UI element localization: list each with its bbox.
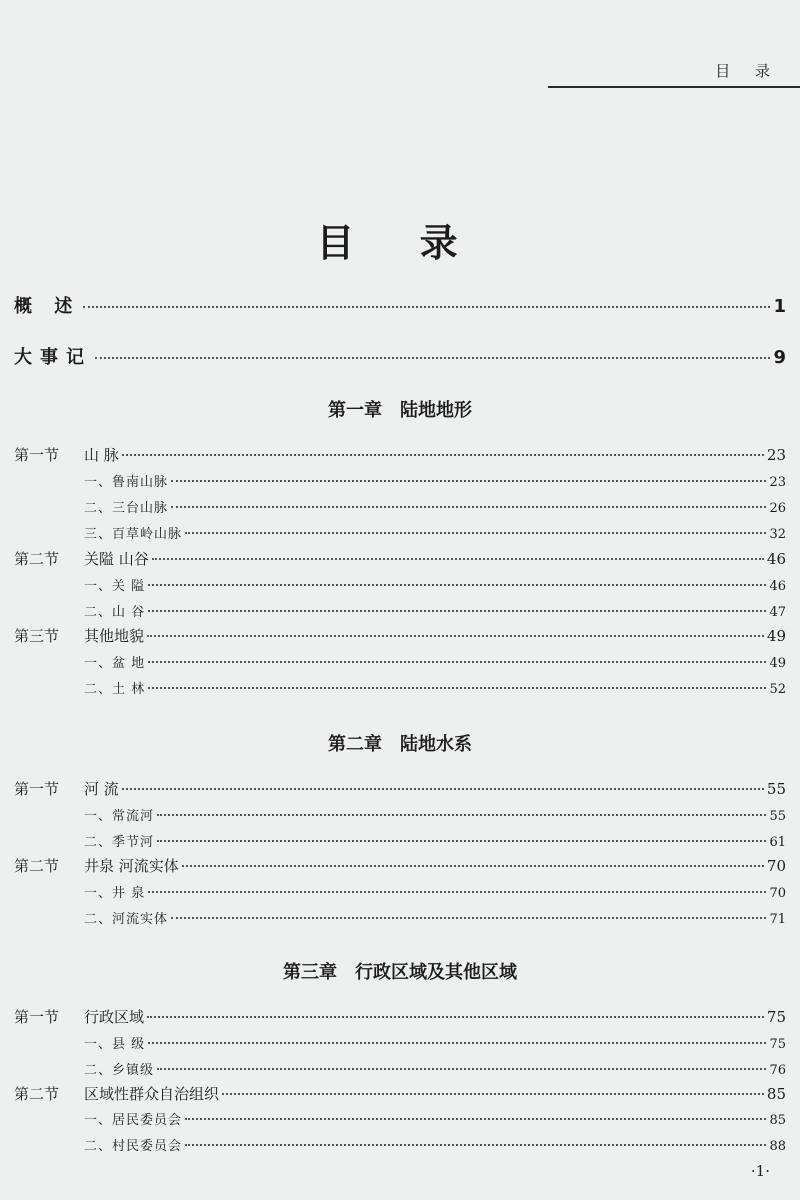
item-label: 二、季节河: [84, 835, 155, 850]
item-label: 一、县 级: [84, 1037, 146, 1052]
section-number: 第一节: [14, 1008, 60, 1026]
leader-dots: [171, 917, 766, 919]
section-page: 49: [766, 627, 786, 645]
section-title: 山 脉: [84, 446, 119, 464]
toc-section: [14, 1083, 786, 1104]
toc-item: [84, 652, 786, 671]
leader-dots: [148, 661, 766, 663]
toc-item: [84, 471, 786, 490]
section-number: 第二节: [14, 550, 60, 568]
chapter-number: 第二章: [328, 734, 382, 755]
section-number: 第二节: [14, 1085, 60, 1103]
item-label: 一、居民委员会: [84, 1113, 183, 1128]
item-page: 47: [769, 605, 786, 620]
section-page: 23: [766, 446, 786, 464]
chapter-title: 陆地地形: [400, 400, 472, 421]
item-label: 一、鲁南山脉: [84, 475, 169, 490]
item-page: 46: [769, 579, 786, 594]
toc-section: [14, 625, 786, 646]
toc-item: [84, 1109, 786, 1128]
page-number-footer: ·1·: [750, 1162, 770, 1180]
toc-item: [84, 908, 786, 927]
item-page: 70: [769, 886, 786, 901]
toc-entry-label: 大事记: [14, 347, 92, 368]
leader-dots: [185, 1118, 766, 1120]
item-page: 49: [769, 656, 786, 671]
toc-item: [84, 678, 786, 697]
item-label: 二、乡镇级: [84, 1063, 155, 1078]
section-title: 关隘 山谷: [84, 550, 149, 568]
running-head: [548, 56, 800, 88]
toc-item: [84, 601, 786, 620]
section-number: 第三节: [14, 627, 60, 645]
item-page: 52: [769, 682, 786, 697]
item-page: 71: [769, 912, 786, 927]
leader-dots: [83, 306, 770, 308]
item-page: 85: [769, 1113, 786, 1128]
item-label: 一、常流河: [84, 809, 155, 824]
section-page: 75: [766, 1008, 786, 1026]
item-label: 二、村民委员会: [84, 1139, 183, 1154]
item-page: 23: [769, 475, 786, 490]
leader-dots: [122, 788, 764, 790]
chapter-title: 陆地水系: [400, 734, 472, 755]
item-label: 二、土 林: [84, 682, 146, 697]
section-page: 85: [766, 1085, 786, 1103]
toc-item: [84, 1135, 786, 1154]
section-title: 河 流: [84, 780, 119, 798]
toc-item: [84, 882, 786, 901]
leader-dots: [147, 635, 764, 637]
toc-item: [84, 1033, 786, 1052]
item-page: 76: [769, 1063, 786, 1078]
chapter-number: 第三章: [283, 962, 337, 983]
section-title: 区域性群众自治组织: [84, 1085, 220, 1103]
item-label: 二、河流实体: [84, 912, 169, 927]
leader-dots: [157, 1068, 766, 1070]
section-page: 70: [766, 857, 786, 875]
leader-dots: [148, 891, 766, 893]
toc-section: [14, 1006, 786, 1027]
toc-item: [84, 523, 786, 542]
toc-section: [14, 444, 786, 465]
leader-dots: [147, 1016, 764, 1018]
leader-dots: [157, 840, 766, 842]
toc-item: [84, 1059, 786, 1078]
leader-dots: [185, 532, 766, 534]
item-page: 61: [769, 835, 786, 850]
toc-entry-chronicle: [14, 343, 786, 369]
toc-item: [84, 805, 786, 824]
page-title: 目 录: [316, 221, 484, 265]
toc-section: [14, 855, 786, 876]
leader-dots: [157, 814, 766, 816]
section-page: 46: [766, 550, 786, 568]
section-title: 井泉 河流实体: [84, 857, 179, 875]
section-number: 第一节: [14, 446, 60, 464]
leader-dots: [148, 1042, 766, 1044]
leader-dots: [148, 687, 766, 689]
item-label: 二、山 谷: [84, 605, 146, 620]
toc-entry-overview: [14, 292, 786, 318]
toc-section: [14, 778, 786, 799]
chapter-heading: [0, 396, 800, 422]
leader-dots: [148, 610, 766, 612]
item-page: 26: [769, 501, 786, 516]
toc-entry-page: 9: [773, 347, 786, 368]
toc-item: [84, 831, 786, 850]
leader-dots: [148, 584, 766, 586]
item-page: 32: [769, 527, 786, 542]
leader-dots: [171, 480, 766, 482]
section-number: 第一节: [14, 780, 60, 798]
toc-entry-label: 概 述: [14, 296, 81, 317]
item-page: 75: [769, 1037, 786, 1052]
chapter-heading: [0, 730, 800, 756]
leader-dots: [122, 454, 764, 456]
item-label: 二、三台山脉: [84, 501, 169, 516]
section-page: 55: [766, 780, 786, 798]
running-head-text: 目 录: [715, 62, 780, 80]
leader-dots: [95, 357, 770, 359]
item-page: 88: [769, 1139, 786, 1154]
leader-dots: [171, 506, 766, 508]
section-number: 第二节: [14, 857, 60, 875]
section-title: 行政区域: [84, 1008, 145, 1026]
toc-entry-page: 1: [773, 296, 786, 317]
section-title: 其他地貌: [84, 627, 145, 645]
item-label: 一、关 隘: [84, 579, 146, 594]
toc-item: [84, 575, 786, 594]
toc-item: [84, 497, 786, 516]
item-page: 55: [769, 809, 786, 824]
item-label: 三、百草岭山脉: [84, 527, 183, 542]
leader-dots: [182, 865, 764, 867]
toc-section: [14, 548, 786, 569]
chapter-number: 第一章: [328, 400, 382, 421]
chapter-title: 行政区域及其他区域: [355, 962, 517, 983]
item-label: 一、井 泉: [84, 886, 146, 901]
item-label: 一、盆 地: [84, 656, 146, 671]
chapter-heading: [0, 958, 800, 984]
leader-dots: [222, 1093, 764, 1095]
leader-dots: [185, 1144, 766, 1146]
leader-dots: [152, 558, 764, 560]
